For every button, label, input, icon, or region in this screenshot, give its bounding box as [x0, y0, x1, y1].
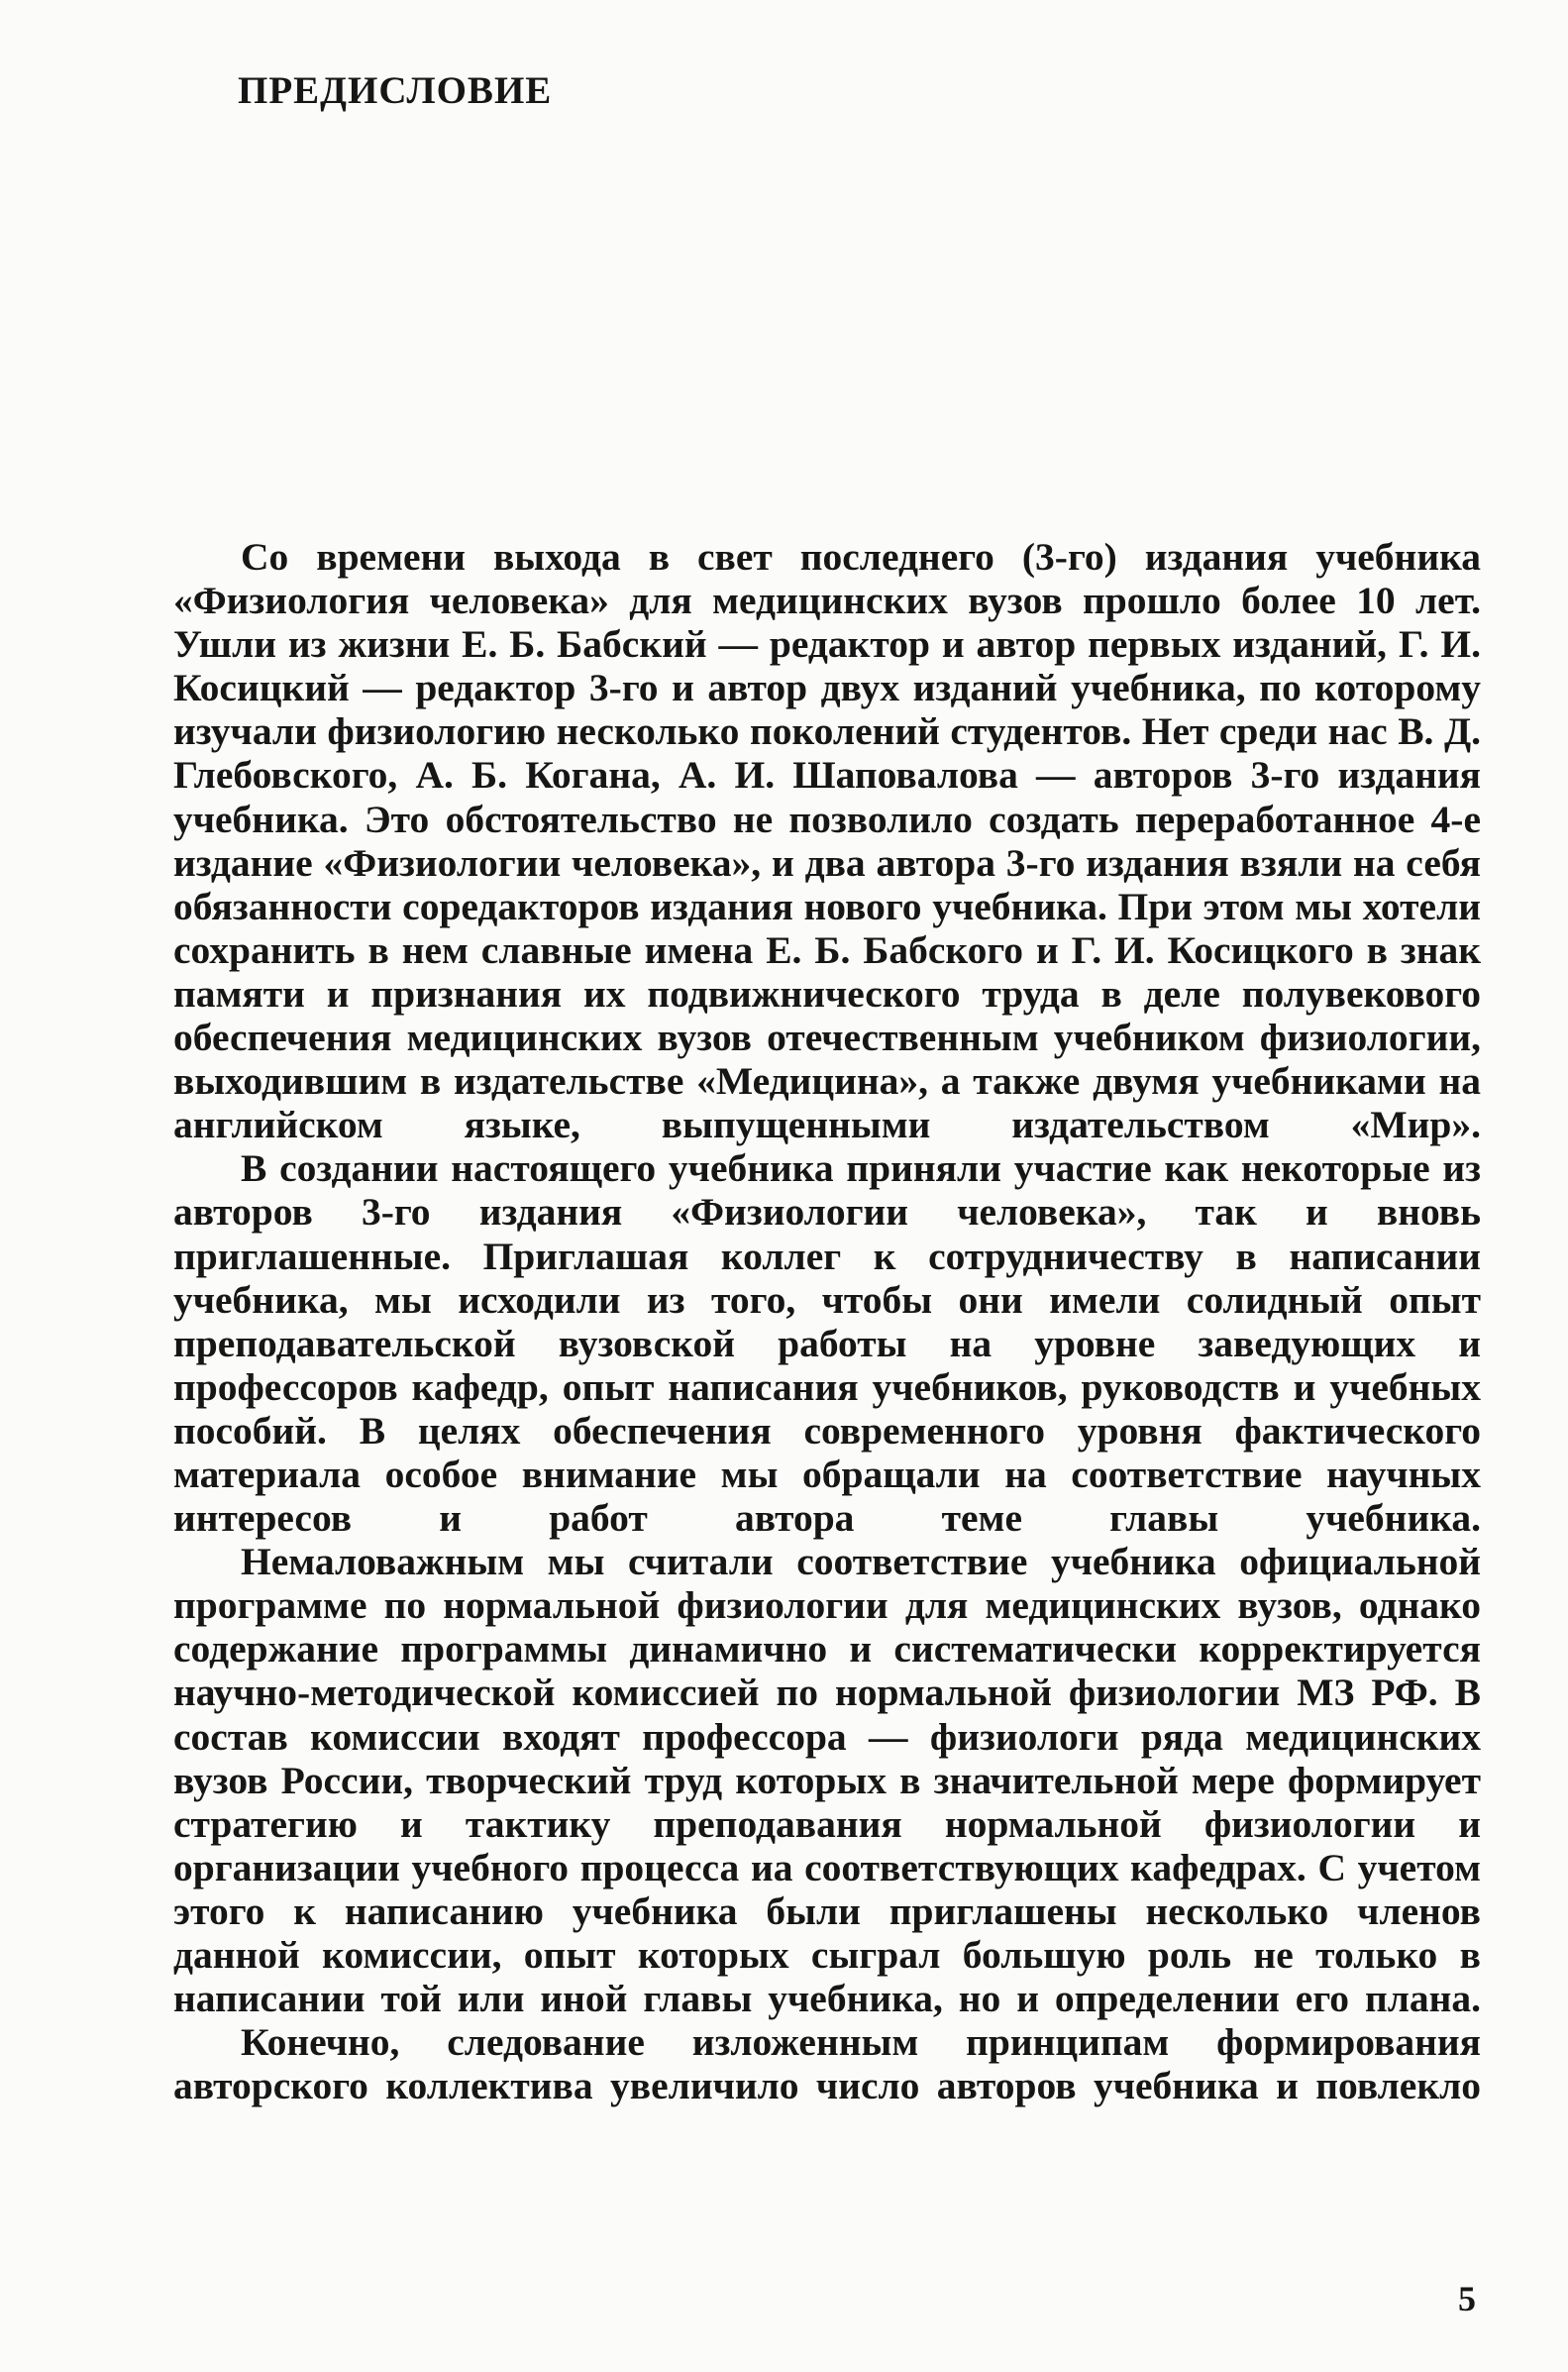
paragraph-2: В создании настоящего учебника приняли участие как некоторые из авторов 3-го издания «Физиологии человека», так и вновь приглашенные. Приглашая коллег к сотрудничеству в написании учебника, мы исходили из того, чтобы они имели солидный опыт преподавательской вузовской работы на уровне заведующих и профессоров кафедр, опыт написания учебников, руководств и учебных пособий. В целях обеспечения современного уровня фактического материала особое внимание мы обращали на соответствие научных интересов и работ автора теме главы учебника. [173, 1146, 1481, 1541]
paragraph-1: Со времени выхода в свет последнего (3-го) издания учебника «Физиология человека» для медицинских вузов прошло более 10 лет. Ушли из жизни Е. Б. Бабский — редактор и автор первых изданий, Г. И. Косицкий — редактор 3-го и автор двух изданий учебника, по которому изучали физиологию несколько поколений студентов. Нет среди нас В. Д. Глебовского, А. Б. Когана, А. И. Шаповалова — авторов 3-го издания учебника. Это обстоятельство не позволило создать переработанное 4-е издание «Физиологии человека», и два автора 3-го издания взяли на себя обязанности соредакторов издания нового учебника. При этом мы хотели сохранить в нем славные имена Е. Б. Бабского и Г. И. Косицкого в знак памяти и признания их подвижнического труда в деле полувекового обеспечения медицинских вузов отечественным учебником физиологии, выходившим в издательстве «Медицина», а также двумя учебниками на английском языке, выпущенными издательством «Мир». [173, 535, 1481, 1147]
body-text [173, 535, 1481, 2107]
page-title: ПРЕДИСЛОВИЕ [238, 69, 553, 112]
page-number: 5 [1458, 2279, 1476, 2318]
paragraph-4: Конечно, следование изложенным принципам формирования авторского коллектива увеличило число авторов учебника и повлекло [173, 2020, 1481, 2108]
paragraph-3: Немаловажным мы считали соответствие учебника официальной программе по нормальной физиологии для медицинских вузов, однако содержание программы динамично и систематически корректируется научно-методической комиссией по нормальной физиологии МЗ РФ. В состав комиссии входят профессора — физиологи ряда медицинских вузов России, творческий труд которых в значительной мере формирует стратегию и тактику преподавания нормальной физиологии и организации учебного процесса иа соответствующих кафедрах. С учетом этого к написанию учебника были приглашены несколько членов данной комиссии, опыт которых сыграл большую роль не только в написании той или иной главы учебника, но и определении его плана. [173, 1540, 1481, 2021]
